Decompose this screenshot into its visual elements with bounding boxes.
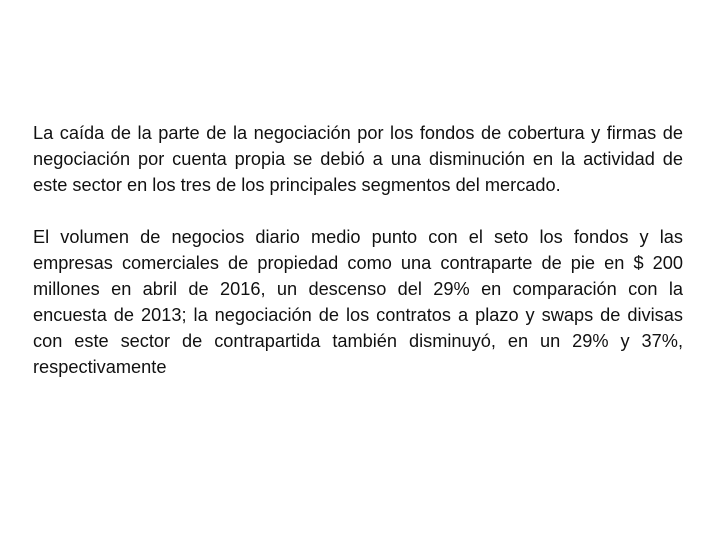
paragraph-1: La caída de la parte de la negociación por los fondos de cobertura y firmas de negociación por cuenta propia se debió a una disminución en la actividad de este sector en los tres de los principales segmentos del mercado. [33, 123, 683, 195]
body-text [33, 120, 683, 380]
paragraph-2: El volumen de negocios diario medio punto con el seto los fondos y las empresas comerciales de propiedad como una contraparte de pie en $ 200 millones en abril de 2016, un descenso del 29% en comparación con la encuesta de 2013; la negociación de los contratos a plazo y swaps de divisas con este sector de contrapartida también disminuyó, en un 29% y 37%, respectivamente [33, 227, 683, 377]
